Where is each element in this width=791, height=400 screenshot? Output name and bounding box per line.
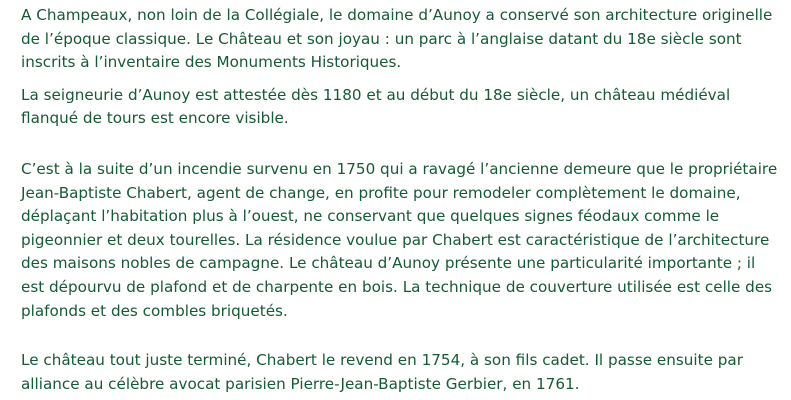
paragraph-intro: A Champeaux, non loin de la Collégiale, le domaine d’Aunoy a conservé son architecture originelle de l’époque classique. Le Château et son joyau : un parc à l’anglaise datant du 18e siècle sont inscrits à l’inventaire des Monuments Historiques. xyxy=(21,6,773,72)
paragraph-incendie: C’est à la suite d’un incendie survenu en 1750 qui a ravagé l’ancienne demeure que le propriétaire Jean-Baptiste Chabert, agent de change, en profite pour remodeler complètement le domaine, déplaçant l’habitation plus à l’ouest, ne conservant que quelques signes féodaux comme le pigeonnier et deux tourelles. La résidence voulue par Chabert est caractéristique de l’architecture des maisons nobles de campagne. Le château d’Aunoy présente une particularité importante ; il est dépourvu de plafond et de charpente en bois. La technique de couverture utilisée est celle des plafonds et des combles briquetés. xyxy=(21,159,778,320)
article-body xyxy=(21,4,781,396)
paragraph-seigneurie: La seigneurie d’Aunoy est attestée dès 1180 et au début du 18e siècle, un château médiéval flanqué de tours est encore visible. xyxy=(21,85,731,128)
paragraph-revente: Le château tout juste terminé, Chabert le revend en 1754, à son fils cadet. Il passe ensuite par alliance au célèbre avocat parisien Pierre-Jean-Baptiste Gerbier, en 1761. xyxy=(21,351,743,393)
